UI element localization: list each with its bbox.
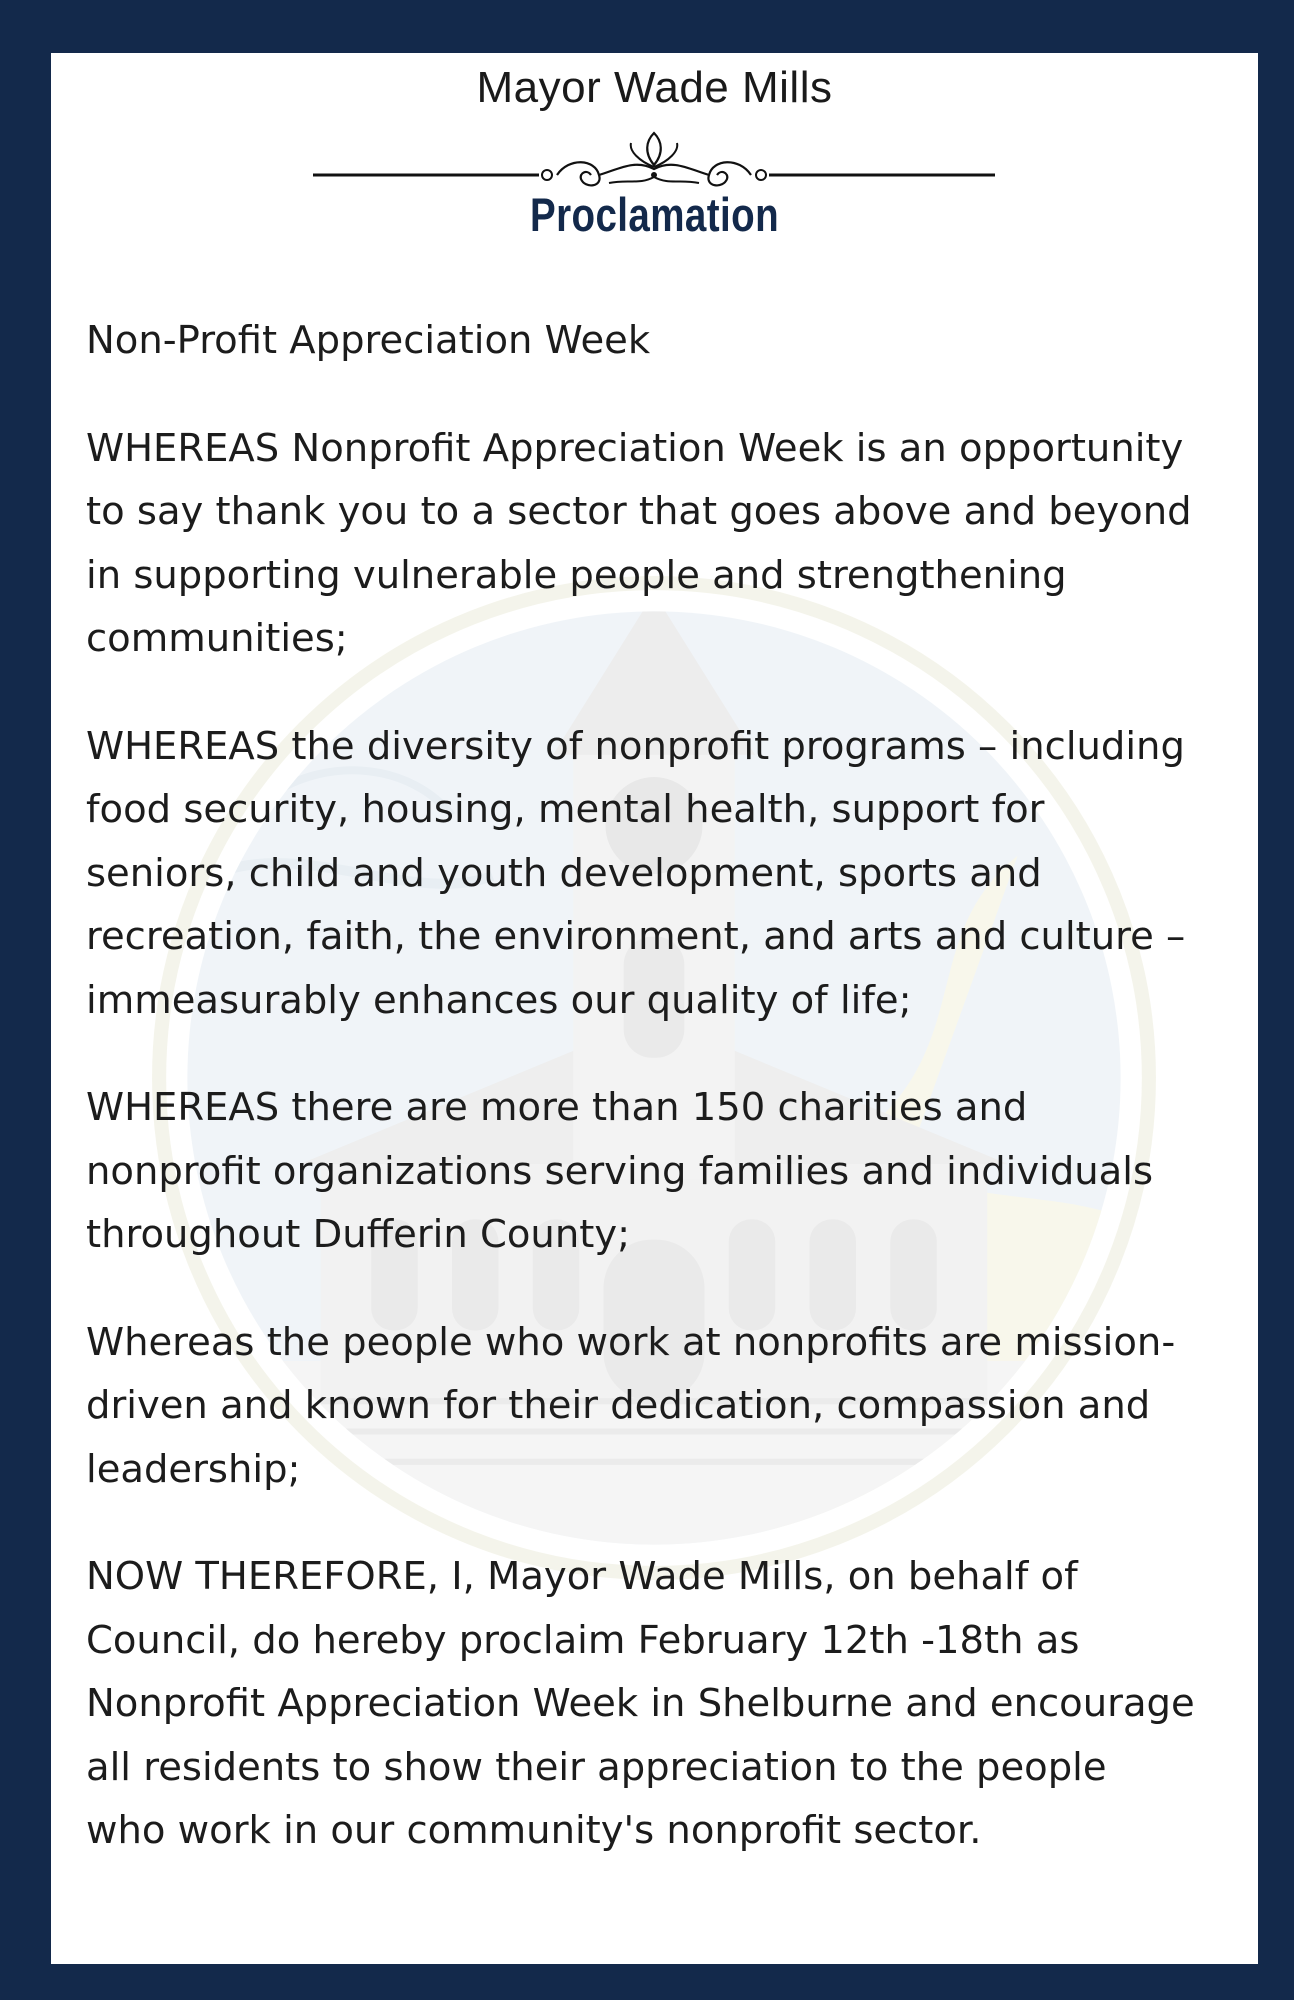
proclamation-resolution: NOW THEREFORE, I, Mayor Wade Mills, on behalf of Council, do hereby proclaim February 12th -18th as Nonprofit Appreciation Week in Shelburne and encourage all residents to show their appreciation to the people who work in our community's nonprofit sector. <box>86 1554 1195 1853</box>
whereas-paragraph-2: WHEREAS the diversity of nonprofit programs – including food security, housing, mental health, support for seniors, child and youth development, sports and recreation, faith, the environment, and arts and culture – immeasurably enhances our quality of life; <box>86 723 1186 1023</box>
ornamental-divider-icon <box>313 129 995 195</box>
whereas-paragraph-1: WHEREAS Nonprofit Appreciation Week is an opportunity to say thank you to a sector that goes above and beyond in supporting vulnerable people and strengthening communities; <box>86 425 1192 661</box>
proclamation-header <box>51 53 1258 293</box>
whereas-paragraph-4: Whereas the people who work at nonprofits are mission-driven and known for their dedication, compassion and leadership; <box>86 1319 1176 1492</box>
document-type-title: Proclamation <box>529 188 780 241</box>
proclamation-body <box>86 309 1196 1863</box>
whereas-paragraph-3: WHEREAS there are more than 150 charities and nonprofit organizations serving families and individuals throughout Dufferin County; <box>86 1085 1154 1257</box>
proclamation-sheet <box>51 53 1258 1964</box>
mayor-name: Mayor Wade Mills <box>476 63 833 112</box>
proclamation-title: Non-Profit Appreciation Week <box>86 318 651 363</box>
